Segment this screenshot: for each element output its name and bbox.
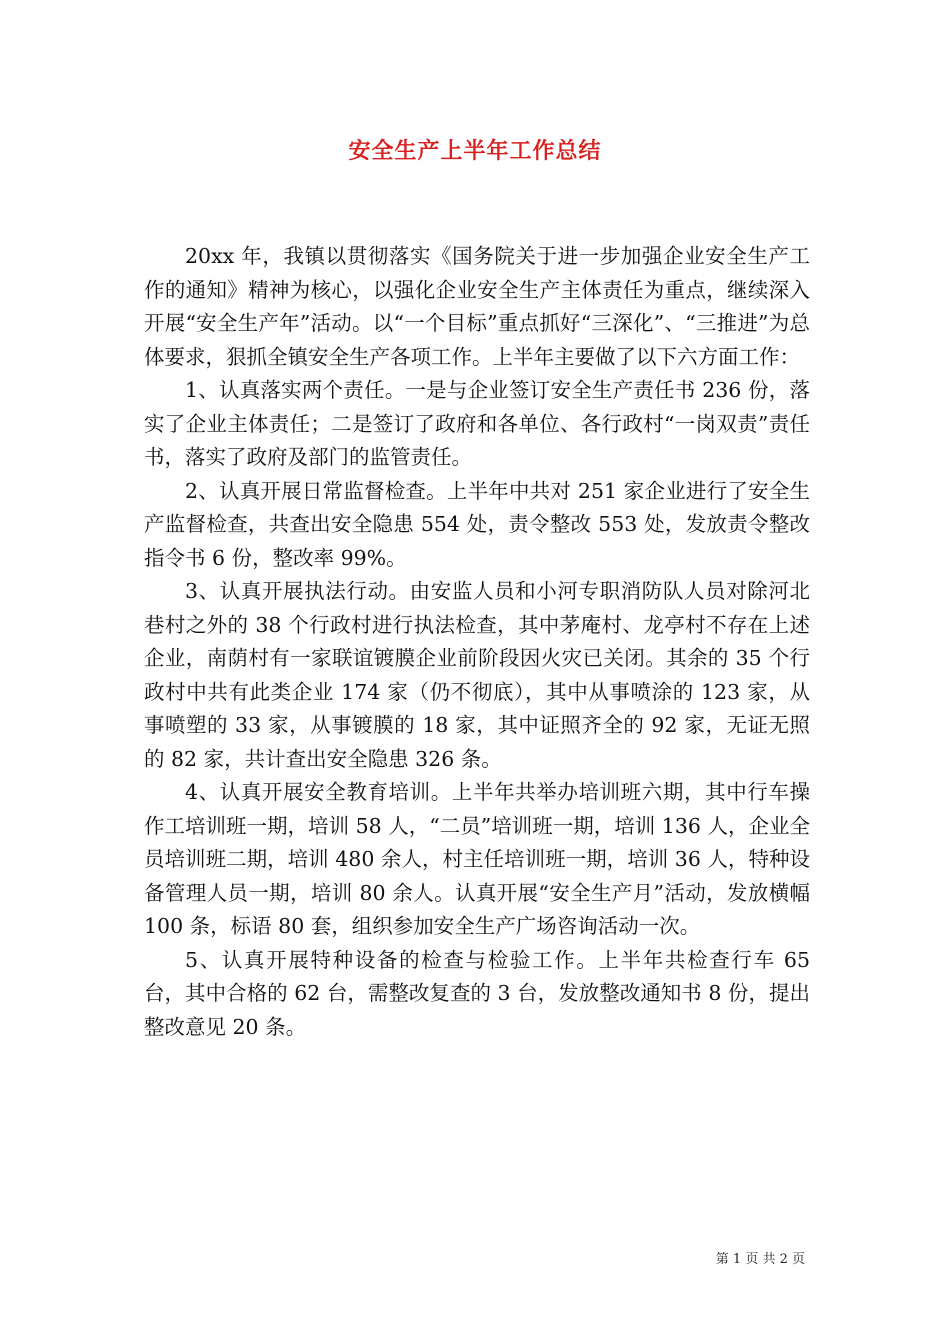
page-number: 第 1 页 共 2 页 <box>715 1252 805 1267</box>
document-title: 安全生产上半年工作总结 <box>348 139 602 164</box>
paragraph-item-2: 2、认真开展日常监督检查。上半年中共对 251 家企业进行了安全生产监督检查，共查出安全隐患 554 处，责令整改 553 处，发放责令整改指令书 6 份，整改率 99%。 <box>144 478 810 570</box>
document-body <box>144 240 810 1044</box>
paragraph-item-4: 4、认真开展安全教育培训。上半年共举办培训班六期，其中行车操作工培训班一期，培训 58 人，“二员”培训班一期，培训 136 人，企业全员培训班二期，培训 480 余人，村主任培训班一期，培训 36 人，特种设备管理人员一期，培训 80 余人。认真开展“安全生产月”活动，发放横幅 100 条，标语 80 套，组织参加安全生产广场咨询活动一次。 <box>144 780 810 938</box>
paragraph-item-1: 1、认真落实两个责任。一是与企业签订安全生产责任书 236 份，落实了企业主体责任；二是签订了政府和各单位、各行政村“一岗双责”责任书，落实了政府及部门的监管责任。 <box>144 378 810 469</box>
paragraph-item-3: 3、认真开展执法行动。由安监人员和小河专职消防队人员对除河北巷村之外的 38 个行政村进行执法检查，其中茅庵村、龙亭村不存在上述企业，南荫村有一家联谊镀膜企业前阶段因火灾已关闭。其余的 35 个行政村中共有此类企业 174 家（仍不彻底），其中从事喷涂的 123 家，从事喷塑的 33 家，从事镀膜的 18 家，其中证照齐全的 92 家，无证无照的 82 家，共计查出安全隐患 326 条。 <box>144 579 810 771</box>
paragraph-intro: 20xx 年，我镇以贯彻落实《国务院关于进一步加强企业安全生产工作的通知》精神为核心，以强化企业安全生产主体责任为重点，继续深入开展“安全生产年”活动。以“一个目标”重点抓好“三深化”、“三推进”为总体要求，狠抓全镇安全生产各项工作。上半年主要做了以下六方面工作： <box>144 244 810 369</box>
paragraph-item-5: 5、认真开展特种设备的检查与检验工作。上半年共检查行车 65 台，其中合格的 62 台，需整改复查的 3 台，发放整改通知书 8 份，提出整改意见 20 条。 <box>144 947 810 1039</box>
